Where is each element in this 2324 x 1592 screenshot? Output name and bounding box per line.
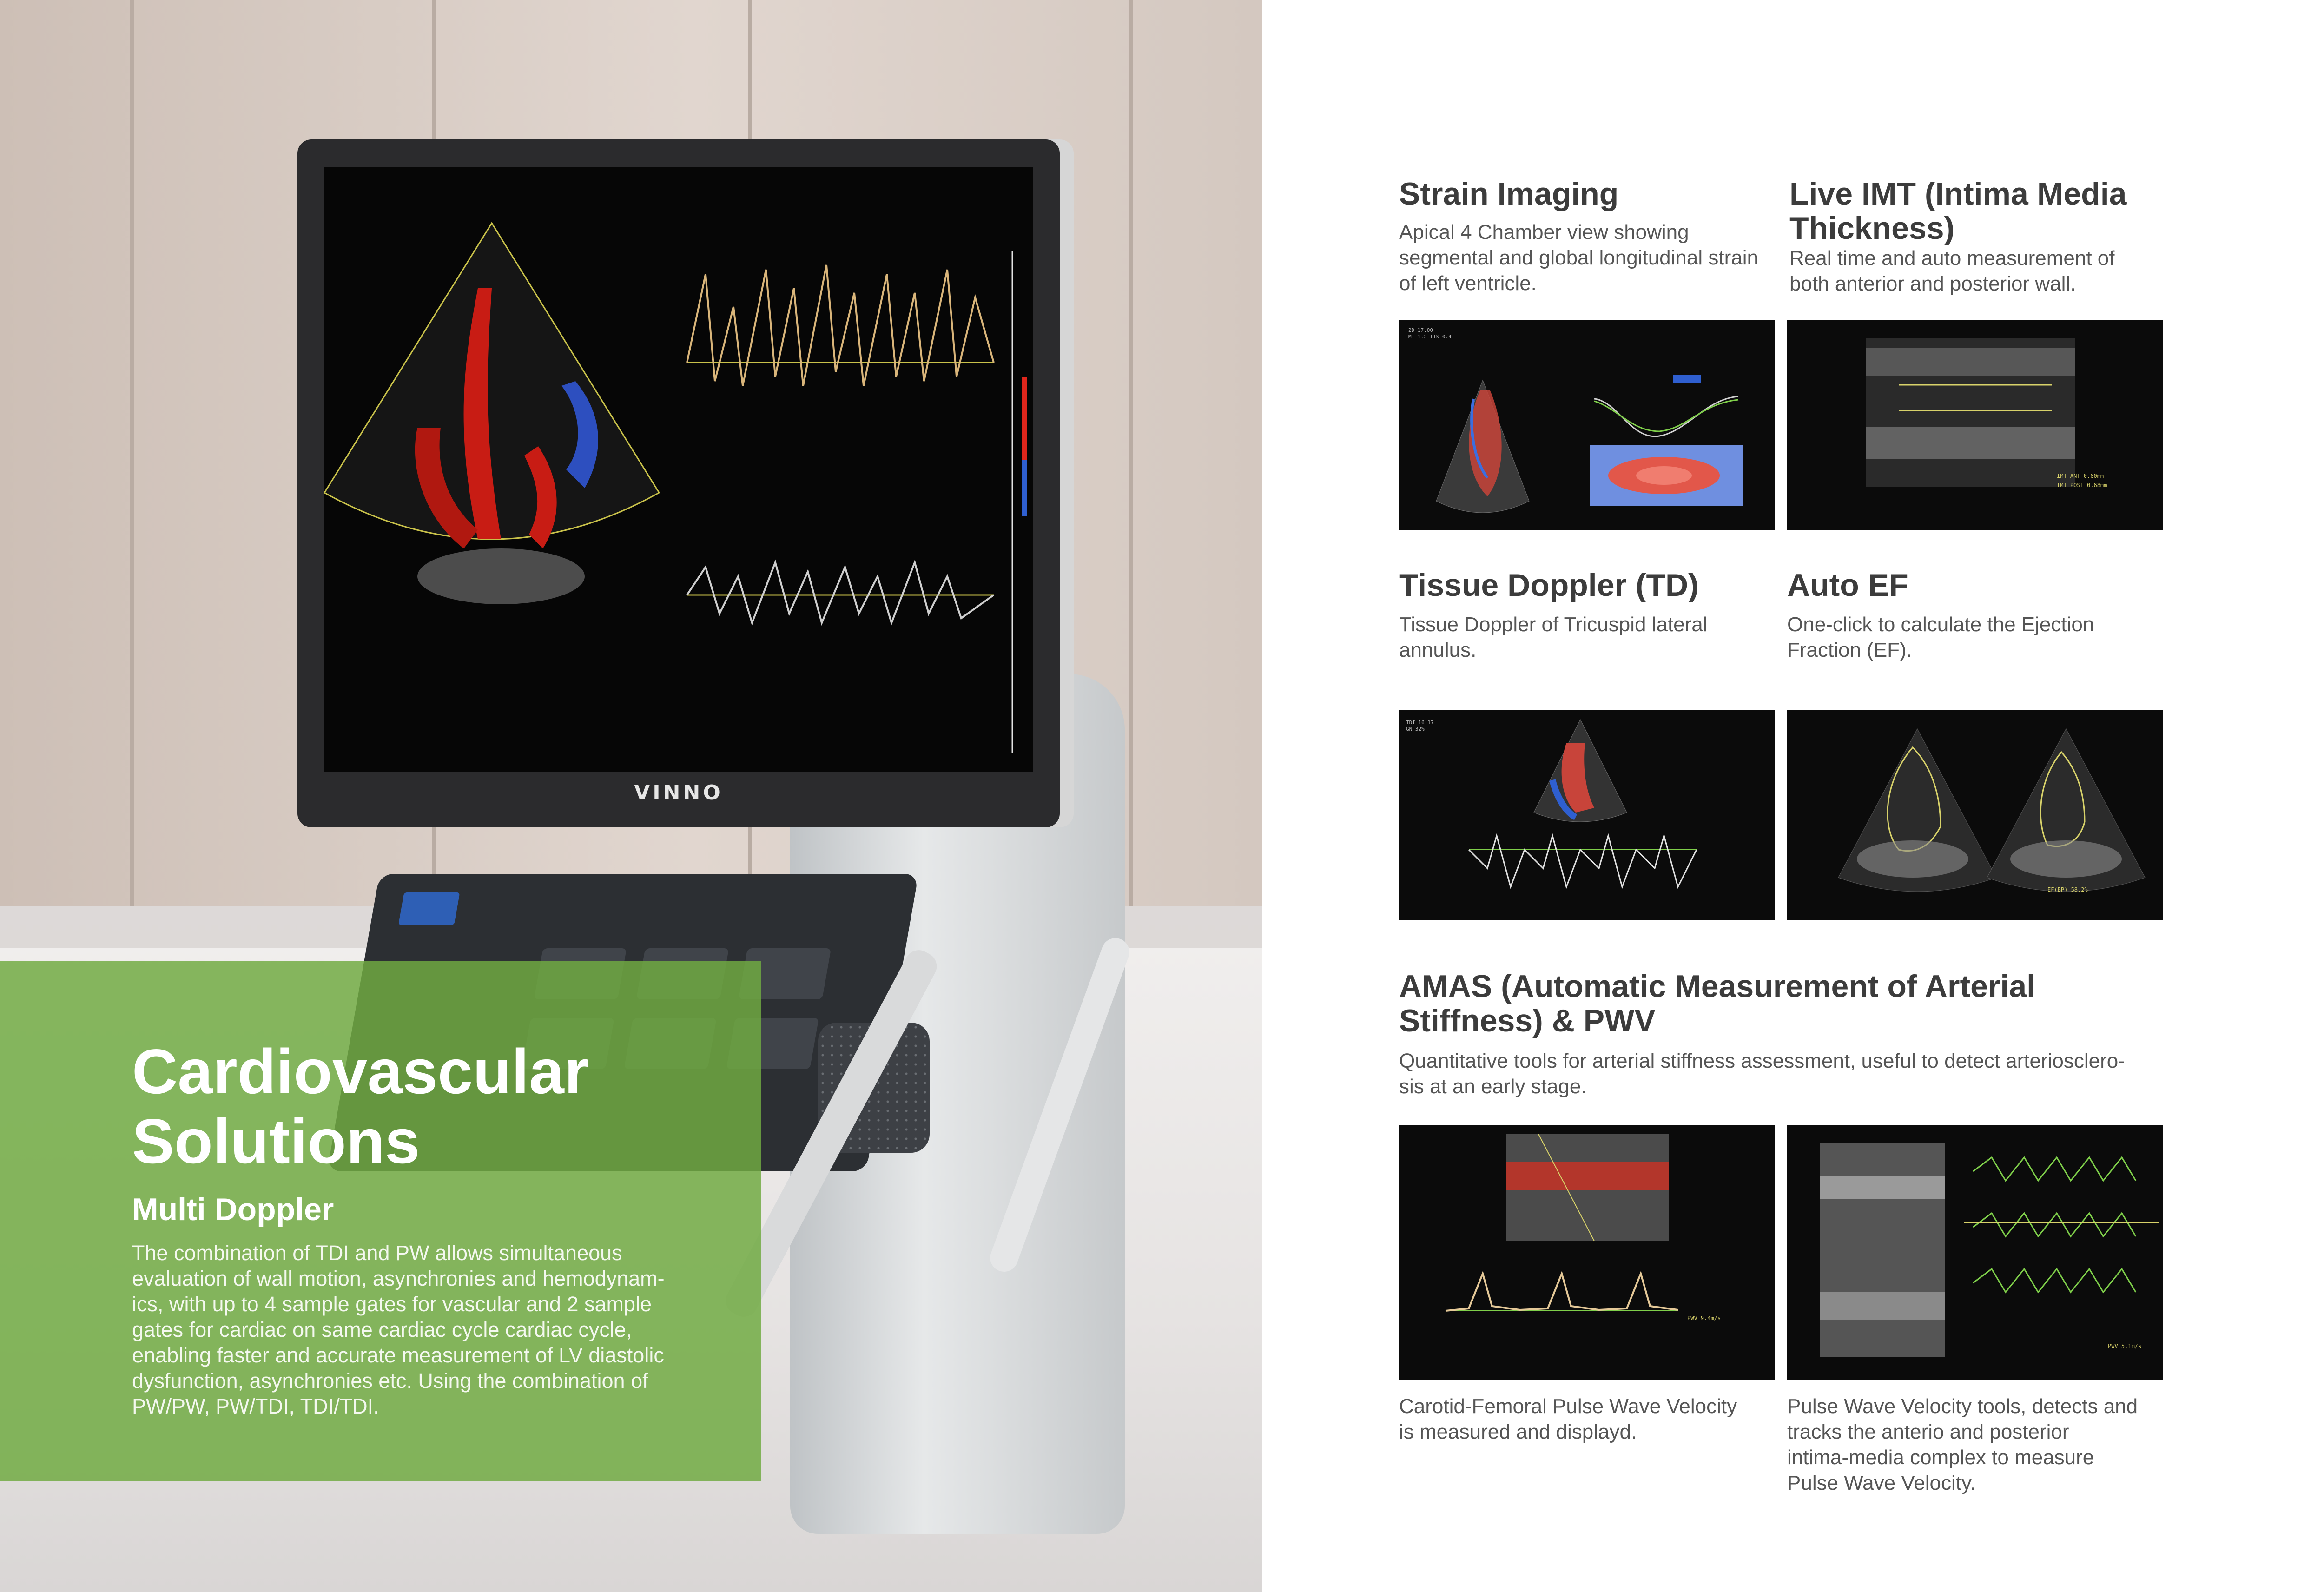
text-line: sis at an early stage. [1399, 1075, 1587, 1098]
text-line: evaluation of wall motion, asynchronies and hemodynam- [132, 1267, 665, 1290]
title-line: Cardiovascular [132, 1036, 589, 1107]
section-heading: Strain Imaging [1399, 176, 1619, 211]
section-description [1787, 612, 2168, 663]
ef-ultrasound-graphic [1787, 710, 2163, 920]
title-line: Solutions [132, 1106, 420, 1176]
wall-panel-seam [1129, 0, 1133, 930]
doppler-display-graphic [324, 167, 1033, 772]
text-line: Carotid-Femoral Pulse Wave Velocity [1399, 1395, 1737, 1418]
intro-paragraph [132, 1240, 690, 1419]
tdi-spectrum-trace [687, 562, 994, 623]
ultrasound-monitor [297, 139, 1060, 827]
text-line: PW/PW, PW/TDI, TDI/TDI. [132, 1394, 379, 1418]
text-line: is measured and displayd. [1399, 1420, 1637, 1443]
tissue-echo [417, 548, 585, 604]
section-description [1399, 1048, 2171, 1099]
color-bar [1022, 460, 1027, 516]
section-heading: AMAS (Automatic Measurement of Arterial [1399, 969, 2036, 1004]
pwv-tracking-image [1787, 1125, 2163, 1380]
pw-spectrum-trace [687, 265, 994, 386]
imt-ultrasound-graphic [1787, 320, 2163, 530]
touchscreen-tab [398, 892, 460, 925]
svg-text:PWV 9.4m/s: PWV 9.4m/s [1687, 1315, 1721, 1321]
strain-imaging-section [1399, 177, 1780, 296]
auto-ef-image [1787, 710, 2163, 920]
text-line: Apical 4 Chamber view showing [1399, 221, 1689, 244]
section-subtitle: Multi Doppler [132, 1192, 334, 1227]
text-line: dysfunction, asynchronies etc. Using the combination of [132, 1369, 648, 1393]
text-line: One-click to calculate the Ejection [1787, 613, 2094, 636]
section-heading: Live IMT (Intima Media [1789, 176, 2127, 211]
svg-text:IMT ANT 0.60mm: IMT ANT 0.60mm [2057, 473, 2104, 479]
svg-text:MI 1.2 TIS 0.4: MI 1.2 TIS 0.4 [1408, 334, 1452, 340]
section-description [1789, 245, 2171, 297]
text-line: enabling faster and accurate measurement of LV diastolic [132, 1343, 664, 1367]
wall-panel-seam [130, 0, 134, 930]
text-line: Pulse Wave Velocity tools, detects and [1787, 1395, 2138, 1418]
color-bar [1022, 377, 1027, 460]
text-line: Quantitative tools for arterial stiffness assessment, useful to detect arteriosclero- [1399, 1050, 2125, 1072]
text-line: segmental and global longitudinal strain [1399, 246, 1758, 269]
live-imt-section [1789, 177, 2171, 297]
pwv-tools-caption [1787, 1394, 2168, 1496]
text-line: Fraction (EF). [1787, 639, 1912, 661]
svg-text:TDI 16.17: TDI 16.17 [1406, 720, 1434, 726]
svg-text:EF(BP) 58.2%: EF(BP) 58.2% [2047, 886, 2088, 893]
section-heading: Tissue Doppler (TD) [1399, 568, 1699, 603]
tissue-doppler-image [1399, 710, 1775, 920]
text-line: tracks the anterio and posterior [1787, 1420, 2069, 1443]
live-imt-image [1787, 320, 2163, 530]
text-line: Real time and auto measurement of [1789, 247, 2115, 270]
svg-text:2D 17.00: 2D 17.00 [1408, 327, 1433, 333]
svg-text:IMT POST 0.68mm: IMT POST 0.68mm [2057, 482, 2107, 489]
pwv-doppler-graphic [1399, 1125, 1775, 1380]
strain-ultrasound-graphic [1399, 320, 1775, 530]
pwv-tracking-graphic [1787, 1125, 2163, 1380]
monitor-brand-logo: VINNO [634, 781, 723, 805]
page-title [132, 1037, 736, 1176]
amas-section [1399, 969, 2171, 1099]
carotid-femoral-caption [1399, 1394, 1780, 1445]
text-line: annulus. [1399, 639, 1477, 661]
text-line: intima-media complex to measure [1787, 1446, 2094, 1469]
text-line: ics, with up to 4 sample gates for vascular and 2 sample [132, 1292, 652, 1316]
svg-text:GN 32%: GN 32% [1406, 726, 1425, 732]
tissue-doppler-section [1399, 568, 1780, 663]
text-line: gates for cardiac on same cardiac cycle cardiac cycle, [132, 1318, 632, 1341]
auto-ef-section [1787, 568, 2168, 663]
text-line: The combination of TDI and PW allows simultaneous [132, 1241, 622, 1265]
section-heading: Thickness) [1789, 211, 1955, 246]
ultrasound-screen [324, 167, 1033, 772]
carotid-femoral-pwv-image [1399, 1125, 1775, 1380]
text-line: Tissue Doppler of Tricuspid lateral [1399, 613, 1708, 636]
svg-text:PWV 5.1m/s: PWV 5.1m/s [2108, 1343, 2142, 1349]
text-line: Pulse Wave Velocity. [1787, 1472, 1976, 1494]
section-heading: Auto EF [1787, 568, 1908, 603]
tdi-ultrasound-graphic [1399, 710, 1775, 920]
section-heading: Stiffness) & PWV [1399, 1003, 1656, 1038]
strain-imaging-image [1399, 320, 1775, 530]
section-description [1399, 219, 1780, 296]
section-description [1399, 612, 1780, 663]
text-line: of left ventricle. [1399, 272, 1537, 295]
text-line: both anterior and posterior wall. [1789, 272, 2076, 295]
